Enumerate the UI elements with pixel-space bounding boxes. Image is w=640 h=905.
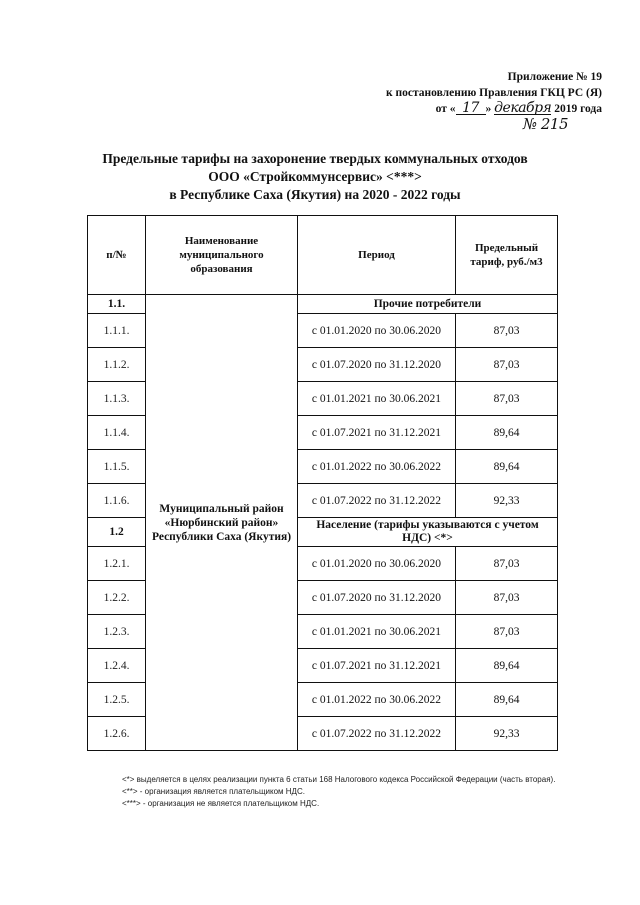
row-num: 1.2.2. [88, 581, 146, 615]
row-period: с 01.07.2020 по 31.12.2020 [298, 581, 456, 615]
date-year: 2019 года [554, 103, 602, 115]
row-tariff: 89,64 [456, 649, 558, 683]
row-num: 1.1.2. [88, 348, 146, 382]
row-num: 1.2.5. [88, 683, 146, 717]
row-period: с 01.01.2022 по 30.06.2022 [298, 450, 456, 484]
date-month: декабря [494, 100, 552, 116]
row-period: с 01.07.2021 по 31.12.2021 [298, 416, 456, 450]
row-period: с 01.01.2020 по 30.06.2020 [298, 314, 456, 348]
row-tariff: 92,33 [456, 717, 558, 751]
footnote-vat-nonpayer: <***> - организация не является плательщиком НДС. [122, 799, 320, 808]
row-period: с 01.07.2021 по 31.12.2021 [298, 649, 456, 683]
tariff-table [87, 215, 558, 751]
row-num: 1.1.4. [88, 416, 146, 450]
appendix-header [282, 69, 602, 134]
row-num: 1.1.1. [88, 314, 146, 348]
row-tariff: 87,03 [456, 581, 558, 615]
appendix-resolution: к постановлению Правления ГКЦ РС (Я) [386, 87, 602, 99]
section-num: 1.2 [88, 518, 146, 547]
row-tariff: 89,64 [456, 416, 558, 450]
row-num: 1.2.4. [88, 649, 146, 683]
section-num: 1.1. [88, 295, 146, 314]
section-label: Прочие потребители [298, 295, 558, 314]
row-period: с 01.01.2022 по 30.06.2022 [298, 683, 456, 717]
row-tariff: 89,64 [456, 683, 558, 717]
row-num: 1.1.6. [88, 484, 146, 518]
appendix-number: Приложение № 19 [507, 71, 602, 83]
title-line-3: в Республике Саха (Якутия) на 2020 - 2022 годы [169, 187, 461, 202]
row-num: 1.1.3. [88, 382, 146, 416]
row-tariff: 87,03 [456, 382, 558, 416]
registration-number [282, 116, 602, 134]
row-period: с 01.01.2021 по 30.06.2021 [298, 615, 456, 649]
date-prefix: от « [435, 103, 456, 115]
row-period: с 01.01.2021 по 30.06.2021 [298, 382, 456, 416]
footnote-vat-population: <*> выделяется в целях реализации пункта 6 статьи 168 Налогового кодекса Российской Федерации (часть вторая). [122, 775, 556, 784]
date-sep: » [485, 103, 492, 115]
row-tariff: 87,03 [456, 314, 558, 348]
row-period: с 01.07.2020 по 31.12.2020 [298, 348, 456, 382]
footnote-vat-payer: <**> - организация является плательщиком НДС. [122, 787, 305, 796]
title-line-2: ООО «Стройкоммунсервис» <***> [208, 169, 422, 184]
header-num: п/№ [88, 216, 146, 295]
row-period: с 01.07.2022 по 31.12.2022 [298, 717, 456, 751]
table-header-row [88, 216, 558, 295]
footnotes [80, 774, 600, 810]
title-line-1: Предельные тарифы на захоронение твердых коммунальных отходов [102, 151, 528, 166]
row-period: с 01.01.2020 по 30.06.2020 [298, 547, 456, 581]
row-tariff: 87,03 [456, 547, 558, 581]
row-period: с 01.07.2022 по 31.12.2022 [298, 484, 456, 518]
header-tariff: Предельный тариф, руб./м3 [456, 216, 558, 295]
header-period: Период [298, 216, 456, 295]
section-label: Население (тарифы указываются с учетом НДС) <*> [298, 518, 558, 547]
row-num: 1.2.1. [88, 547, 146, 581]
row-num: 1.2.6. [88, 717, 146, 751]
document-title [60, 150, 570, 204]
row-num: 1.2.3. [88, 615, 146, 649]
row-tariff: 89,64 [456, 450, 558, 484]
date-day: 17 [456, 102, 486, 115]
section-row-other [88, 295, 558, 314]
header-name: Наименование муниципального образования [146, 216, 298, 295]
row-tariff: 92,33 [456, 484, 558, 518]
registration-number-value: № 215 [522, 115, 568, 133]
row-tariff: 87,03 [456, 615, 558, 649]
row-tariff: 87,03 [456, 348, 558, 382]
district-name: Муниципальный район «Нюрбинский район» Республики Саха (Якутия) [146, 295, 298, 751]
row-num: 1.1.5. [88, 450, 146, 484]
